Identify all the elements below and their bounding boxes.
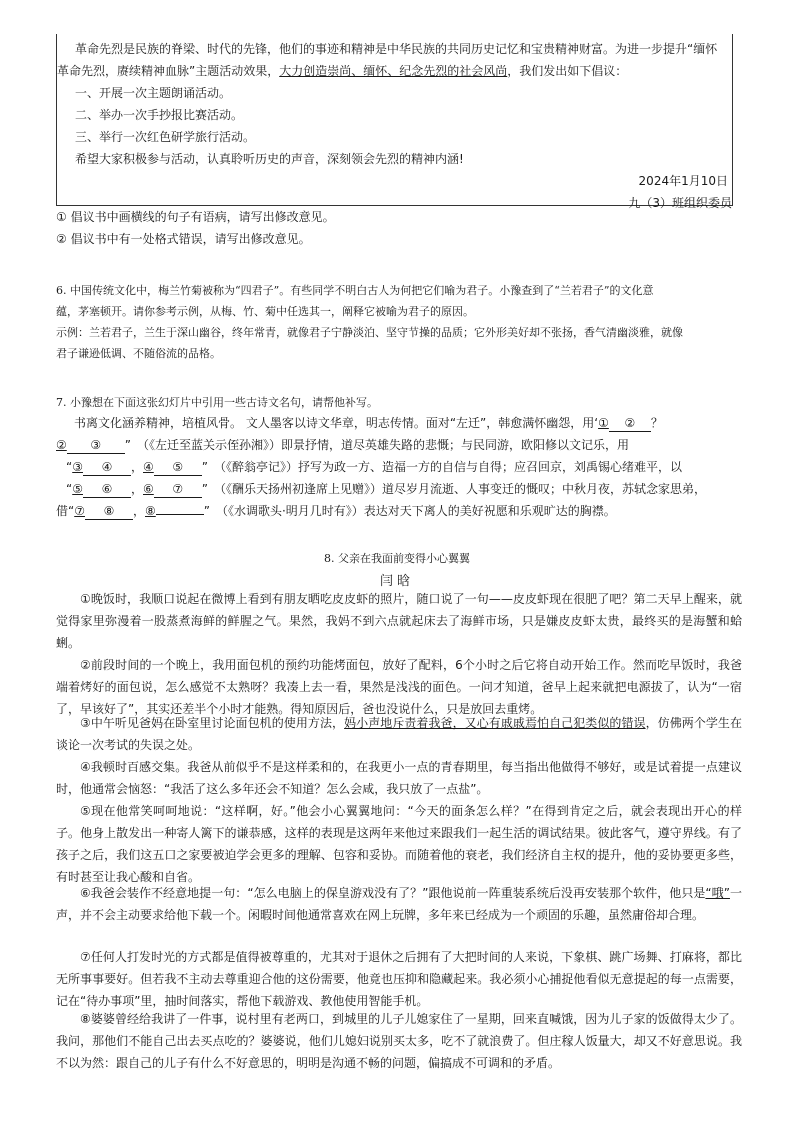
blank-9[interactable] xyxy=(156,514,204,515)
q8-paragraph-3: ③中午听见爸妈在卧室里讨论面包机的使用方法，妈小声地斥责着我爸，又心有戚戚焉怕自己犯类似的错误，仿佛两个学生在谈论一次考试的失误之处。 xyxy=(56,716,742,752)
proposal-item-2: 二、举办一次手抄报比赛活动。 xyxy=(75,108,244,122)
proposal-signer: 九（3）班组织委员 xyxy=(628,196,732,210)
blank-3[interactable]: ③ xyxy=(67,437,125,454)
q6-example-line-2: 君子谦逊低调、不随俗流的品格。 xyxy=(56,347,221,360)
underlined-sentence-q8: 妈小声地斥责着我爸，又心有戚戚焉怕自己犯类似的错误 xyxy=(344,716,646,730)
proposal-box xyxy=(56,34,733,210)
q7-line-1: 书离文化涵养精神，培植风骨。 文人墨客以诗文华章，明志传情。面对“左迁”，韩愈满怀幽怨，用‘① ② ？ xyxy=(74,416,663,430)
blank-6[interactable]: ⑥ xyxy=(83,481,131,498)
q7-line-5: 借“⑦ ⑧ ，⑧ ” （《水调歌头·明月几时有》）表达对天下离人的美好祝愿和乐观旷达的胸襟。 xyxy=(56,504,616,518)
blank-8[interactable]: ⑧ xyxy=(85,503,133,520)
q8-paragraph-1: ①晚饭时，我顺口说起在微博上看到有朋友晒吃皮皮虾的照片，随口说了一句——皮皮虾现在很肥了吧？第二天早上醒来，就觉得家里弥漫着一股蒸煮海鲜的鲜腥之气。果然，我妈不到六点就起床去了海鲜市场，只是嫌皮皮虾太贵，最终买的是海蟹和蛤蜊。 xyxy=(56,592,742,650)
proposal-item-1: 一、开展一次主题朗诵活动。 xyxy=(75,86,232,100)
q8-title: 8. 父亲在我面前变得小心翼翼 xyxy=(324,552,470,565)
q7-line-4: “⑤ ⑥ ，⑥ ⑦ ” （《酬乐天扬州初逢席上见赠》）道尽岁月流逝、人事变迁的慨叹；中秋月夜，苏轼念家思弟， xyxy=(66,482,706,496)
q8-paragraph-7: ⑦任何人打发时光的方式都是值得被尊重的，尤其对于退休之后拥有了大把时间的人来说，下象棋、跳广场舞、打麻将，都比无所事事要好。但若我不主动去尊重迎合他的这份需要，他竟也压抑和隐藏起来。我必须小心捕捉他看似无意提起的每一点需要，记在“待办事项”里，抽时间落实，帮他下载游戏、教他使用智能手机。 xyxy=(56,950,742,1008)
q6-example-line-1: 示例：兰若君子，兰生于深山幽谷，终年常青，就像君子宁静淡泊、坚守节操的品质；它外形美好却不张扬，香气清幽淡雅，就像 xyxy=(56,326,683,339)
blank-2[interactable]: ② xyxy=(609,415,651,432)
underlined-sentence: 大力创造崇尚、缅怀、纪念先烈的社会风尚 xyxy=(279,64,508,78)
q8-paragraph-4: ④我顿时百感交集。我爸从前似乎不是这样柔和的，在我更小一点的青春期里，每当指出他做得不够好，或是试着提一点建议时，他通常会恼怒：“我活了这么多年还会不知道？怎么会咸，我只放了一点盐”。 xyxy=(56,760,742,796)
proposal-date: 2024年1月10日 xyxy=(638,174,728,188)
q6-line-1: 6. 中国传统文化中，梅兰竹菊被称为“四君子”。有些同学不明白古人为何把它们喻为君子。小豫查到了“兰若君子”的文化意 xyxy=(56,284,654,297)
blank-4[interactable]: ④ xyxy=(83,459,131,476)
blank-5[interactable]: ⑤ xyxy=(154,459,202,476)
proposal-paragraph-2: 革命先烈，赓续精神血脉”主题活动效果，大力创造崇尚、缅怀、纪念先烈的社会风尚，我们发出如下倡议： xyxy=(57,64,628,78)
proposal-item-3: 三、举行一次红色研学旅行活动。 xyxy=(75,130,256,144)
q8-paragraph-8: ⑧婆婆曾经给我讲了一件事，说村里有老两口，到城里的儿子儿媳家住了一星期，回来直喊饿，因为儿子家的饭做得太少了。我问，那他们不能自己出去买点吃的？婆婆说，他们儿媳妇说别买太多，吃不了就浪费了。但庄稼人饭量大，却又不好意思说。我不以为然：跟自己的儿子有什么不好意思的，明明是沟通不畅的问题，偏搞成不可调和的矛盾。 xyxy=(56,1012,742,1070)
q5-sub-2: ② 倡议书中有一处格式错误，请写出修改意见。 xyxy=(56,232,311,246)
q7-line-2: ② ③ ” （《左迁至蓝关示侄孙湘》）即景抒情，道尽英雄失路的悲慨；与民同游，欧阳修以文记乐，用 xyxy=(56,438,629,452)
q6-line-2: 蕴，茅塞顿开。请你参考示例，从梅、竹、菊中任选其一，阐释它被喻为君子的原因。 xyxy=(56,305,474,318)
q7-stem: 7. 小豫想在下面这张幻灯片中引用一些古诗文名句，请帮他补写。 xyxy=(56,396,378,409)
q8-author: 闫晗 xyxy=(379,574,414,589)
q5-sub-1: ① 倡议书中画横线的句子有语病，请写出修改意见。 xyxy=(56,210,335,224)
proposal-paragraph-1: 革命先烈是民族的脊梁、时代的先锋，他们的事迹和精神是中华民族的共同历史记忆和宝贵精神财富。为进一步提升“缅怀 xyxy=(75,42,718,56)
q8-paragraph-6: ⑥我爸会装作不经意地提一句：“怎么电脑上的保皇游戏没有了？”跟他说前一阵重装系统后没再安装那个软件，他只是“哦”一声，并不会主动要求给他下载一个。闲暇时间他通常喜欢在网上玩牌，多年来已经成为一个顽固的乐趣，虽然庸俗却合理。 xyxy=(56,886,742,922)
q8-paragraph-5: ⑤现在他常笑呵呵地说：“这样啊，好。”他会小心翼翼地问：“今天的面条怎么样？”在得到肯定之后，就会表现出开心的样子。他身上散发出一种寄人篱下的谦恭感，这样的表现是这两年来他过来跟我们一起生活的调试结果。彼此客气，遵守界线。有了孩子之后，我们这五口之家要被迫学会更多的理解、包容和妥协。而随着他的衰老，我们经济自主权的提升，他的妥协要更多些，有时甚至让我心酸和自省。 xyxy=(56,804,742,884)
q7-line-3: “③ ④ ，④ ⑤ ” （《醉翁亭记》）抒写为政一方、造福一方的自信与自得；应召回京，刘禹锡心绪难平，以 xyxy=(66,460,682,474)
proposal-closing: 希望大家积极参与活动，认真聆听历史的声音，深刻领会先烈的精神内涵! xyxy=(75,152,464,166)
blank-7[interactable]: ⑦ xyxy=(154,481,202,498)
q8-paragraph-2: ②前段时间的一个晚上，我用面包机的预约功能烤面包，放好了配料，6个小时之后它将自动开始工作。然而吃早饭时，我爸端着烤好的面包说，怎么感觉不太熟呀？我凑上去一看，果然是浅浅的面色。一问才知道，爸早上起来就把电源拔了，认为“一宿了，早该好了”，其实还差半个小时才能熟。得知原因后，爸也没说什么，只是放回去重烤。 xyxy=(56,658,742,716)
